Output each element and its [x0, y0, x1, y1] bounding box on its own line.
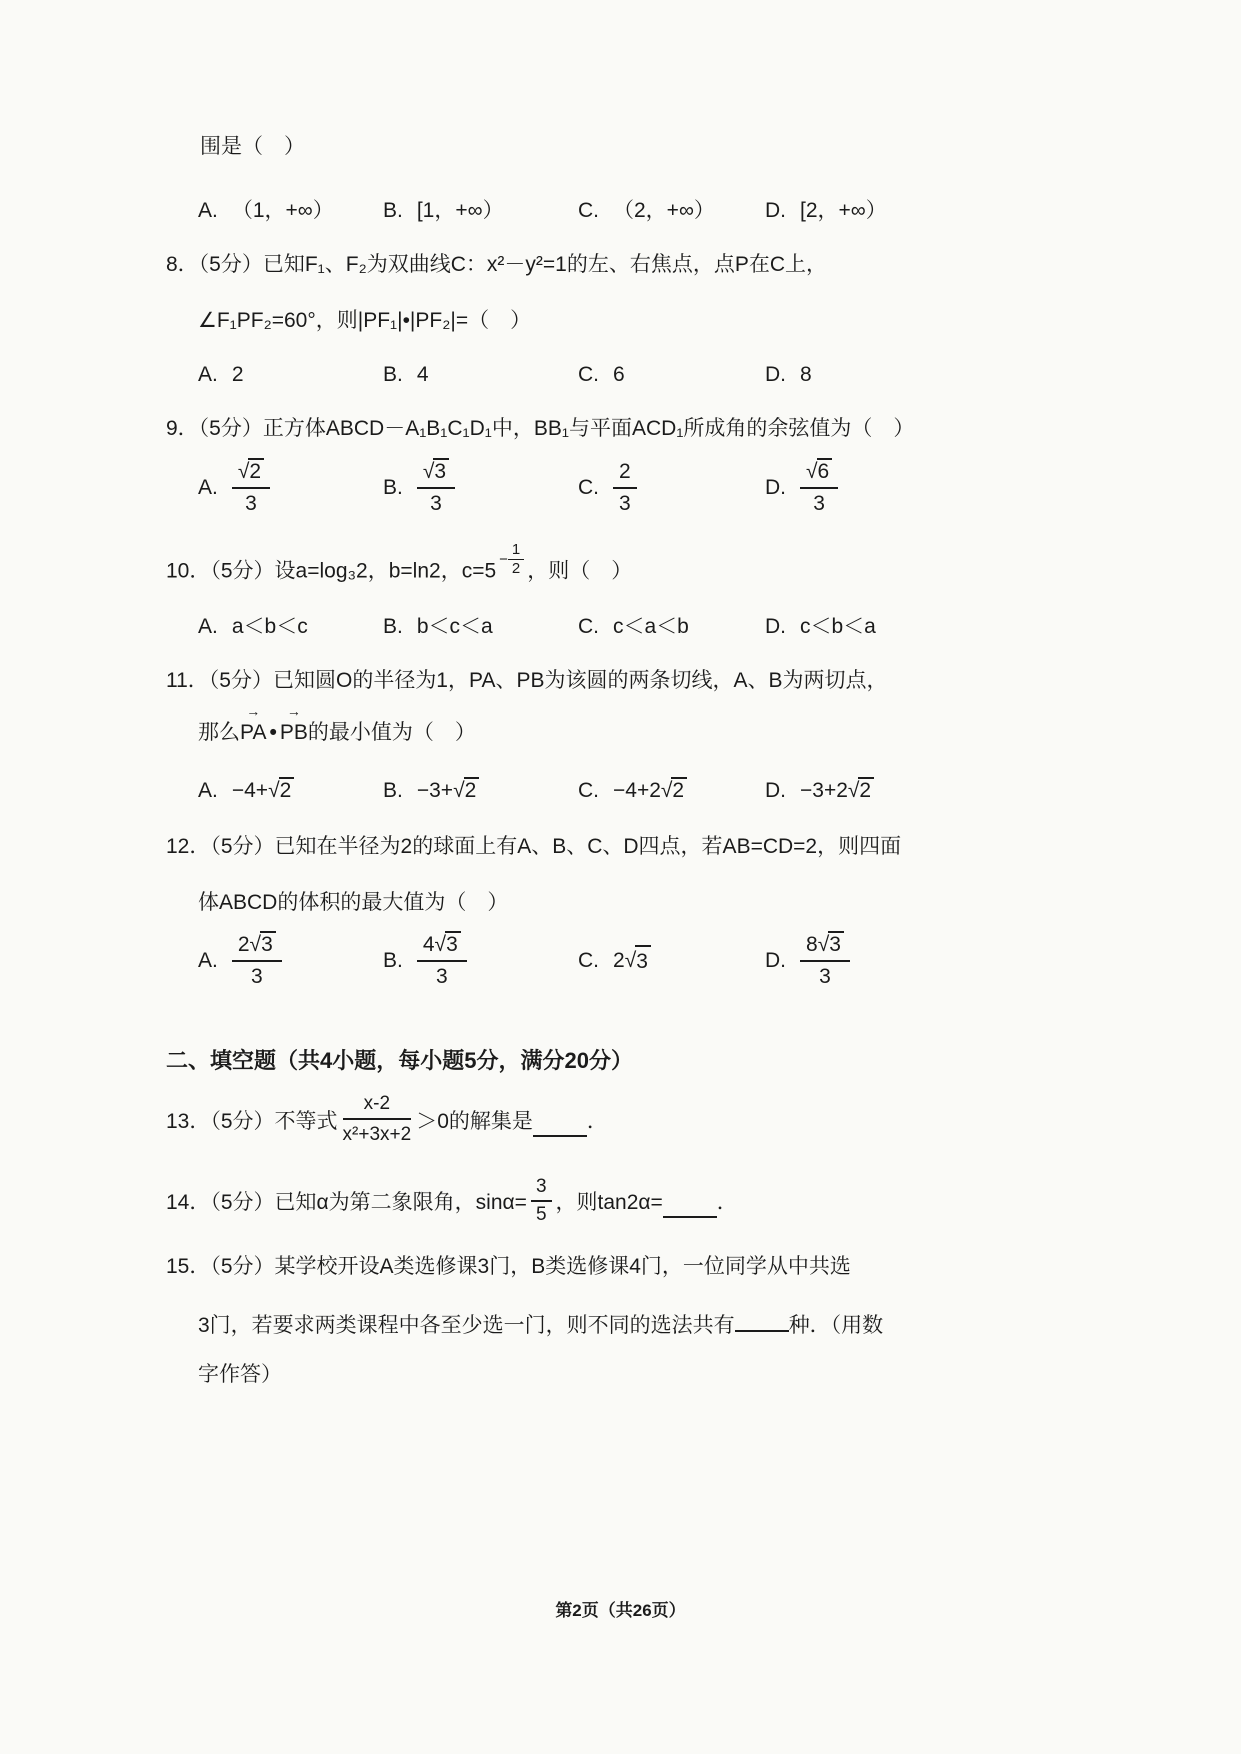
question-9-option-c [578, 455, 637, 521]
question-10-option-c [578, 612, 689, 642]
sqrt-symbol: √ [249, 933, 261, 956]
question-10-line-1 [166, 541, 633, 591]
option-label: C. [578, 615, 599, 638]
question-15-line-1: 15．（5分）某学校开设A类选修课3门，B类选修课4门，一位同学从中共选 [166, 1255, 851, 1278]
radicand: 3 [445, 931, 461, 956]
question-7-option-a [198, 196, 334, 226]
question-7-option-c [578, 196, 715, 226]
question-10-option-b [383, 612, 493, 642]
numerator: 2 [613, 460, 637, 489]
option-label: D. [765, 199, 786, 222]
question-8-line-2: ∠F₁PF₂=60°，则|PF₁|•|PF₂|=（ ） [198, 309, 532, 332]
radicand: 2 [279, 777, 295, 802]
coefficient: 2 [613, 949, 625, 972]
option-label: B. [383, 949, 403, 972]
question-11-option-d: D. −3+2√2 [765, 776, 874, 806]
exp-numerator: 1 [508, 542, 524, 560]
minus-sign: − [499, 550, 508, 568]
option-label: A. [198, 949, 218, 972]
radicand: 3 [635, 945, 651, 977]
option-label: C. [578, 363, 599, 386]
question-12-option-a [198, 928, 282, 994]
question-14-pre: 14．（5分）已知α为第二象限角，sinα= [166, 1191, 527, 1214]
option-label: D. [765, 779, 786, 802]
option-text: 6 [613, 363, 625, 386]
question-9-option-b [383, 455, 455, 521]
exponent-fraction [499, 542, 524, 577]
option-text: c＜a＜b [613, 615, 689, 638]
option-label: B. [383, 199, 403, 222]
sqrt-symbol: √ [453, 779, 464, 802]
option-label: D. [765, 949, 786, 972]
question-15-line-2 [198, 1306, 883, 1341]
question-9-line-1: 9．（5分）正方体ABCD－A₁B₁C₁D₁中，BB₁与平面ACD₁所成角的余弦值为（ ） [166, 417, 915, 440]
coefficient: 8 [806, 933, 818, 956]
question-11-option-a: A. −4+√2 [198, 776, 294, 806]
question-7-option-b [383, 196, 504, 226]
question-12-line-1: 12．（5分）已知在半径为2的球面上有A、B、C、D四点，若AB=CD=2，则四面 [166, 835, 902, 858]
radicand: 2 [671, 777, 687, 802]
vector-pa: → PA [240, 703, 267, 744]
question-13 [166, 1088, 608, 1152]
option-label: C. [578, 949, 599, 972]
numerator: x-2 [343, 1092, 412, 1120]
option-text: 8 [800, 363, 812, 386]
question-11-line-2 [198, 703, 476, 748]
option-text: 4 [416, 363, 429, 386]
sqrt-symbol: √ [422, 460, 434, 483]
option-text: [2，+∞） [800, 199, 887, 222]
fraction [417, 460, 455, 516]
vector-arrow: → [286, 703, 301, 719]
sqrt-symbol: √ [237, 460, 249, 483]
denominator: 3 [430, 492, 442, 515]
answer-blank [533, 1111, 587, 1137]
denominator: 3 [813, 492, 825, 515]
question-10-suffix: ，则（ ） [527, 559, 633, 583]
question-15-line-3: 字作答） [198, 1363, 282, 1386]
question-11-option-c: C. −4+2√2 [578, 776, 687, 806]
question-12-option-d [765, 928, 850, 994]
option-text: 2 [231, 363, 244, 386]
question-11-pre: 那么 [198, 721, 240, 744]
denominator: 5 [535, 1204, 547, 1225]
radicand: 2 [248, 458, 264, 483]
radicand: 3 [260, 931, 276, 956]
question-12-option-b [383, 928, 467, 994]
question-11-line-1: 11．（5分）已知圆O的半径为1，PA、PB为该圆的两条切线，A、B为两切点， [166, 669, 888, 692]
option-text: （2，+∞） [613, 199, 715, 222]
question-13-pre: 13．（5分）不等式 [166, 1110, 338, 1133]
option-label: C. [578, 199, 599, 222]
fraction [417, 933, 467, 989]
option-text: a＜b＜c [231, 615, 308, 638]
question-14 [166, 1172, 738, 1230]
option-label: A. [198, 779, 218, 802]
denominator: x²+3x+2 [342, 1124, 412, 1145]
denominator: 3 [435, 965, 448, 988]
option-label: B. [383, 476, 403, 499]
option-label: A. [198, 363, 218, 386]
answer-blank [663, 1192, 717, 1218]
sqrt-symbol: √ [660, 779, 672, 802]
question-8-option-a [198, 360, 244, 390]
question-12-line-2: 体ABCD的体积的最大值为（ ） [198, 891, 509, 914]
denominator: 3 [619, 492, 631, 515]
radicand: 3 [433, 458, 449, 483]
radicand: 6 [817, 458, 833, 483]
question-10-option-d [765, 612, 876, 642]
option-label: D. [765, 615, 786, 638]
option-label: D. [765, 363, 786, 386]
vector-arrow: → [246, 703, 261, 719]
section-2-title: 二、填空题（共4小题，每小题5分，满分20分） [166, 1048, 633, 1073]
vector-pb: → PB [279, 703, 308, 744]
option-label: C. [578, 779, 599, 802]
question-14-post: ，则tan2α= [555, 1191, 663, 1214]
option-label: D. [765, 476, 786, 499]
dot-product-symbol: • [269, 721, 277, 744]
fraction [800, 460, 838, 516]
question-15-post: 种．（用数 [788, 1314, 884, 1337]
sqrt-symbol: √ [624, 949, 636, 972]
question-8-line-1: 8．（5分）已知F₁、F₂为双曲线C：x²－y²=1的左、右焦点，点P在C上， [166, 253, 828, 276]
option-label: A. [198, 476, 218, 499]
fraction [343, 1092, 412, 1148]
question-12-option-c [578, 928, 651, 994]
option-label: A. [198, 199, 218, 222]
denominator: 3 [245, 492, 257, 515]
question-11-post: 的最小值为（ ） [307, 721, 476, 744]
radicand: 3 [828, 931, 844, 956]
question-10-option-a [198, 612, 308, 642]
option-text: [1，+∞） [416, 199, 504, 222]
question-9-option-a [198, 455, 270, 521]
denominator: 3 [250, 965, 263, 988]
radicand: 2 [464, 777, 480, 802]
question-7-option-d [765, 196, 887, 226]
coefficient: 4 [422, 933, 435, 956]
question-13-tail: ． [586, 1110, 608, 1133]
question-13-post: ＞0的解集是 [416, 1110, 533, 1133]
question-7-continuation: 围是（ ） [200, 135, 305, 158]
fraction [531, 1176, 552, 1226]
exp-denominator: 2 [511, 560, 521, 577]
answer-blank [735, 1306, 789, 1332]
option-label: B. [383, 779, 403, 802]
fraction [232, 460, 270, 516]
page-footer: 第2页（共26页） [555, 1601, 686, 1620]
sqrt-symbol: √ [847, 779, 859, 802]
question-9-option-d [765, 455, 838, 521]
question-11-option-b: B. −3+√2 [383, 776, 479, 806]
fraction [232, 933, 282, 989]
fraction [613, 460, 637, 516]
radicand: 2 [858, 777, 874, 802]
fraction [800, 933, 850, 989]
question-8-option-c [578, 360, 625, 390]
sqrt-symbol: √ [434, 933, 446, 956]
numerator: 3 [531, 1176, 552, 1202]
sqrt-symbol: √ [268, 779, 279, 802]
option-text: （1，+∞） [231, 199, 334, 222]
option-text: c＜b＜a [800, 615, 876, 638]
option-label: A. [198, 615, 218, 638]
question-10-prefix: 10．（5分）设a=log₃2，b=ln2，c=5 [166, 559, 497, 583]
option-label: B. [383, 363, 403, 386]
option-label: C. [578, 476, 599, 499]
coefficient: 2 [237, 933, 250, 956]
denominator: 3 [819, 965, 831, 988]
option-text: b＜c＜a [416, 615, 493, 638]
sqrt-symbol: √ [806, 460, 817, 483]
question-8-option-d [765, 360, 812, 390]
question-8-option-b [383, 360, 429, 390]
option-label: B. [383, 615, 403, 638]
sqrt-symbol: √ [817, 933, 829, 956]
question-14-tail: ． [716, 1191, 738, 1214]
question-15-pre: 3门，若要求两类课程中各至少选一门，则不同的选法共有 [198, 1314, 735, 1337]
